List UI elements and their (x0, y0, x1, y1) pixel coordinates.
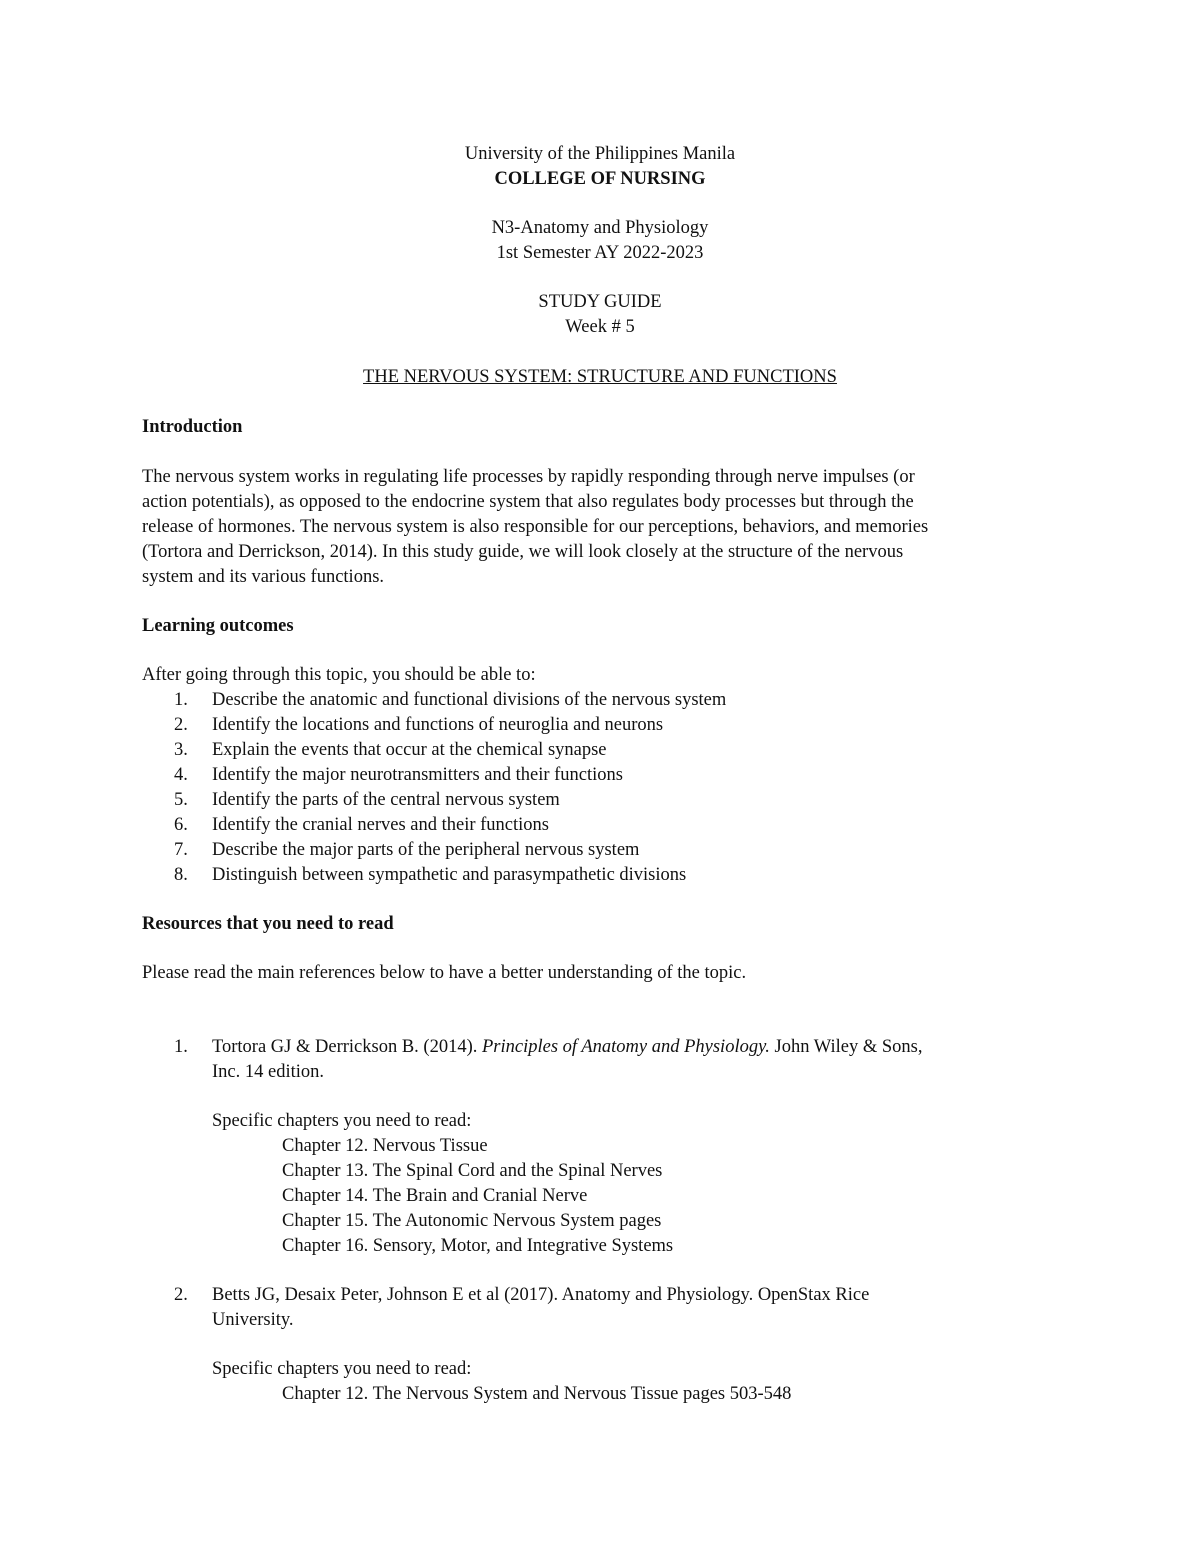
reference-1-publisher: John Wiley & Sons, (769, 1037, 923, 1057)
introduction-line: action potentials), as opposed to the endocrine system that also regulates body processes but through the (142, 492, 914, 512)
reference-1-authors: Tortora GJ & Derrickson B. (2014). (212, 1037, 482, 1057)
chapter-item: Chapter 15. The Autonomic Nervous System pages (282, 1211, 662, 1231)
document-title (0, 365, 1200, 390)
introduction-line: (Tortora and Derrickson, 2014). In this study guide, we will look closely at the structure of the nervous (142, 542, 904, 562)
introduction-line: system and its various functions. (142, 567, 385, 587)
list-item-text: Describe the major parts of the peripheral nervous system (212, 840, 640, 860)
reference-1-citation (212, 1035, 923, 1060)
introduction-line: The nervous system works in regulating life processes by rapidly responding through nerve impulses (or (142, 467, 915, 487)
list-item-text: Describe the anatomic and functional divisions of the nervous system (212, 690, 727, 710)
reference-1-edition: Inc. 14 edition. (212, 1062, 325, 1082)
chapter-item: Chapter 12. Nervous Tissue (282, 1136, 488, 1156)
list-item-number: 4. (174, 765, 188, 785)
resources-lead: Please read the main references below to have a better understanding of the topic. (142, 963, 747, 983)
chapter-item: Chapter 14. The Brain and Cranial Nerve (282, 1186, 588, 1206)
doc-type: STUDY GUIDE (538, 292, 662, 312)
document-title-text: THE NERVOUS SYSTEM: STRUCTURE AND FUNCTIONS (363, 367, 837, 387)
list-item (142, 838, 726, 863)
reference-1-number: 1. (174, 1037, 188, 1057)
list-item-text: Distinguish between sympathetic and parasympathetic divisions (212, 865, 687, 885)
list-item (142, 813, 726, 838)
list-item-number: 8. (174, 865, 188, 885)
reference-1-chapters-lead: Specific chapters you need to read: (212, 1111, 472, 1131)
list-item (142, 788, 726, 813)
list-item-number: 7. (174, 840, 188, 860)
list-item (142, 713, 726, 738)
list-item-text: Identify the major neurotransmitters and their functions (212, 765, 623, 785)
resources-heading: Resources that you need to read (142, 914, 394, 934)
reference-2-chapters-lead: Specific chapters you need to read: (212, 1359, 472, 1379)
list-item (142, 763, 726, 788)
introduction-line: release of hormones. The nervous system is also responsible for our perceptions, behaviors, and memories (142, 517, 929, 537)
list-item-number: 5. (174, 790, 188, 810)
list-item-text: Identify the locations and functions of neuroglia and neurons (212, 715, 664, 735)
list-item-number: 1. (174, 690, 188, 710)
learning-outcomes-list (142, 688, 726, 888)
semester: 1st Semester AY 2022-2023 (496, 243, 704, 263)
introduction-paragraph (142, 465, 1062, 590)
reference-2-publisher: University. (212, 1310, 294, 1330)
learning-outcomes-lead: After going through this topic, you should be able to: (142, 665, 536, 685)
list-item-text: Identify the parts of the central nervous system (212, 790, 560, 810)
chapter-item: Chapter 16. Sensory, Motor, and Integrative Systems (282, 1236, 674, 1256)
week-number: Week # 5 (565, 317, 635, 337)
list-item-text: Identify the cranial nerves and their functions (212, 815, 549, 835)
course-name: N3-Anatomy and Physiology (491, 218, 709, 238)
reference-2-citation: Betts JG, Desaix Peter, Johnson E et al (2017). Anatomy and Physiology. OpenStax Rice (212, 1285, 870, 1305)
introduction-heading: Introduction (142, 417, 243, 437)
list-item (142, 863, 726, 888)
reference-1-book-title: Principles of Anatomy and Physiology. (481, 1037, 770, 1057)
reference-2-number: 2. (174, 1285, 188, 1305)
chapter-item: Chapter 13. The Spinal Cord and the Spinal Nerves (282, 1161, 663, 1181)
list-item-text: Explain the events that occur at the chemical synapse (212, 740, 607, 760)
list-item-number: 6. (174, 815, 188, 835)
list-item-number: 3. (174, 740, 188, 760)
chapter-item: Chapter 12. The Nervous System and Nervous Tissue pages 503-548 (282, 1384, 792, 1404)
college-name: COLLEGE OF NURSING (494, 169, 706, 189)
university-name: University of the Philippines Manila (464, 144, 736, 164)
learning-outcomes-heading: Learning outcomes (142, 616, 294, 636)
list-item (142, 688, 726, 713)
list-item (142, 738, 726, 763)
list-item-number: 2. (174, 715, 188, 735)
